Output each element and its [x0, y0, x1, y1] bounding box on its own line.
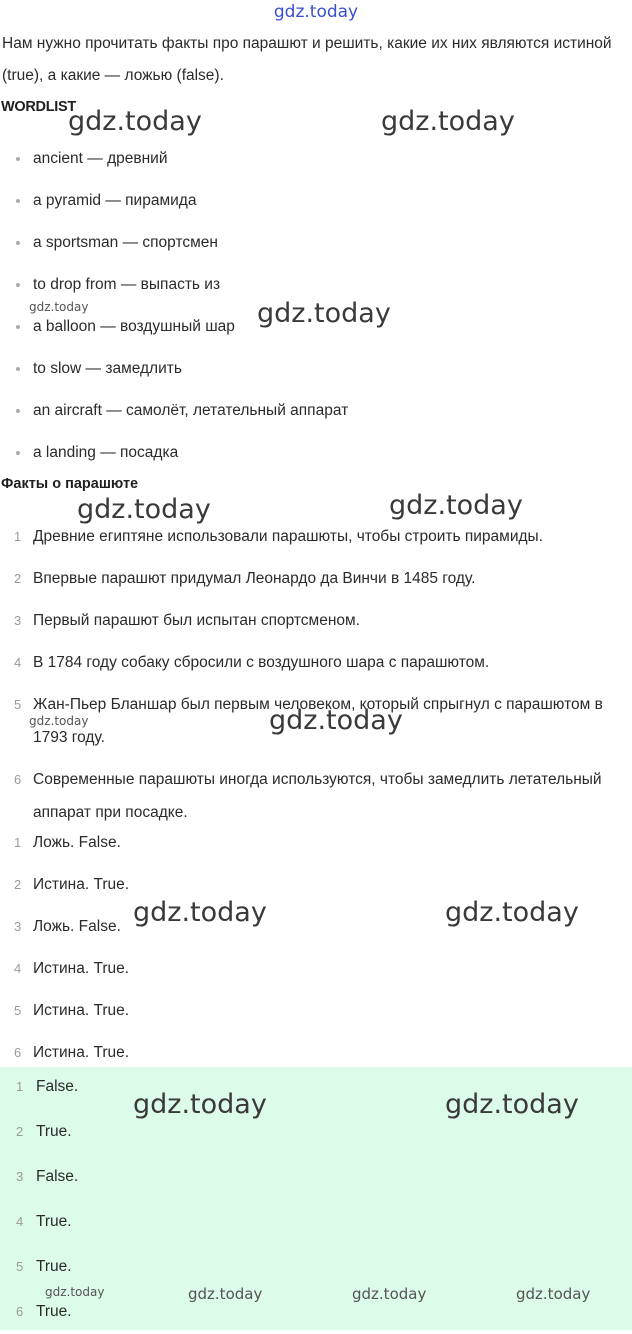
fact-item: 6 Современные парашюты иногда используются, чтобы замедлить летательный аппарат при посадке. — [0, 758, 610, 833]
item-number: 5 — [14, 1003, 22, 1018]
wordlist-item: a balloon — воздушный шар — [0, 306, 600, 348]
bullet-icon — [16, 283, 20, 287]
item-number: 1 — [16, 1079, 24, 1094]
bullet-icon — [16, 325, 20, 329]
bullet-icon — [16, 199, 20, 203]
answer-item: 4 True. — [0, 1199, 610, 1244]
wordlist-item: an aircraft — самолёт, летательный аппарат — [0, 390, 600, 432]
answer-item: 5 Истина. True. — [0, 990, 610, 1032]
answer-item: 1 Ложь. False. — [0, 822, 610, 864]
answer-item: 6 True. — [0, 1289, 610, 1334]
facts-list — [0, 515, 610, 833]
watermark: gdz.today — [77, 494, 211, 525]
item-number: 4 — [16, 1214, 24, 1229]
answer-item: 4 Истина. True. — [0, 948, 610, 990]
item-number: 5 — [16, 1259, 24, 1274]
bullet-icon — [16, 367, 20, 371]
fact-item: 1 Древние египтяне использовали парашюты, чтобы строить пирамиды. — [0, 515, 610, 557]
watermark: gdz.today — [352, 1285, 427, 1303]
watermark: gdz.today — [445, 1089, 579, 1120]
watermark: gdz.today — [133, 897, 267, 928]
item-number: 2 — [14, 570, 22, 586]
watermark: gdz.today — [29, 300, 89, 314]
answer-item: 2 Истина. True. — [0, 864, 610, 906]
bullet-icon — [16, 241, 20, 245]
item-number: 3 — [14, 612, 22, 628]
watermark: gdz.today — [133, 1089, 267, 1120]
item-number: 2 — [16, 1124, 24, 1139]
bullet-icon — [16, 157, 20, 161]
item-number: 6 — [14, 771, 22, 787]
item-number: 4 — [14, 654, 22, 670]
answers-ru-list — [0, 822, 610, 1074]
facts-heading: Факты о парашюте — [1, 476, 139, 492]
answer-item: 5 True. — [0, 1244, 610, 1289]
wordlist-item: a sportsman — спортсмен — [0, 222, 600, 264]
watermark: gdz.today — [68, 106, 202, 137]
item-number: 1 — [14, 528, 22, 544]
watermark: gdz.today — [257, 298, 391, 329]
item-number: 6 — [14, 1045, 22, 1060]
watermark: gdz.today — [381, 106, 515, 137]
item-number: 1 — [14, 835, 22, 850]
answer-item: 3 False. — [0, 1154, 610, 1199]
answer-item: 1 False. — [0, 1064, 610, 1109]
watermark: gdz.today — [29, 714, 89, 728]
wordlist-item: ancient — древний — [0, 138, 600, 180]
top-watermark: gdz.today — [273, 2, 359, 22]
wordlist-heading: WORDLIST — [1, 99, 76, 115]
item-number: 6 — [16, 1304, 24, 1319]
bullet-icon — [16, 409, 20, 413]
answer-item: 6 Истина. True. — [0, 1032, 610, 1074]
fact-item: 2 Впервые парашют придумал Леонардо да Винчи в 1485 году. — [0, 557, 610, 599]
watermark: gdz.today — [516, 1285, 591, 1303]
bullet-icon — [16, 451, 20, 455]
watermark: gdz.today — [445, 897, 579, 928]
answer-item: 2 True. — [0, 1109, 610, 1154]
item-number: 5 — [14, 696, 22, 712]
fact-item: 3 Первый парашют был испытан спортсменом. — [0, 599, 610, 641]
intro-text: Нам нужно прочитать факты про парашют и решить, какие их них являются истиной (true), а какие — ложью (false). — [2, 35, 612, 84]
fact-item: 4 В 1784 году собаку сбросили с воздушного шара с парашютом. — [0, 641, 610, 683]
wordlist-item: a pyramid — пирамида — [0, 180, 600, 222]
watermark: gdz.today — [45, 1285, 105, 1299]
item-number: 3 — [14, 919, 22, 934]
wordlist-item: to drop from — выпасть из — [0, 264, 600, 306]
wordlist-item: a landing — посадка — [0, 432, 600, 474]
wordlist-item: to slow — замедлить — [0, 348, 600, 390]
item-number: 4 — [14, 961, 22, 976]
item-number: 3 — [16, 1169, 24, 1184]
fact-item: 5 Жан-Пьер Бланшар был первым человеком, который спрыгнул с парашютом в 1793 году. — [0, 683, 610, 758]
watermark: gdz.today — [389, 490, 523, 521]
answer-item: 3 Ложь. False. — [0, 906, 610, 948]
item-number: 2 — [14, 877, 22, 892]
watermark: gdz.today — [269, 705, 403, 736]
watermark: gdz.today — [188, 1285, 263, 1303]
